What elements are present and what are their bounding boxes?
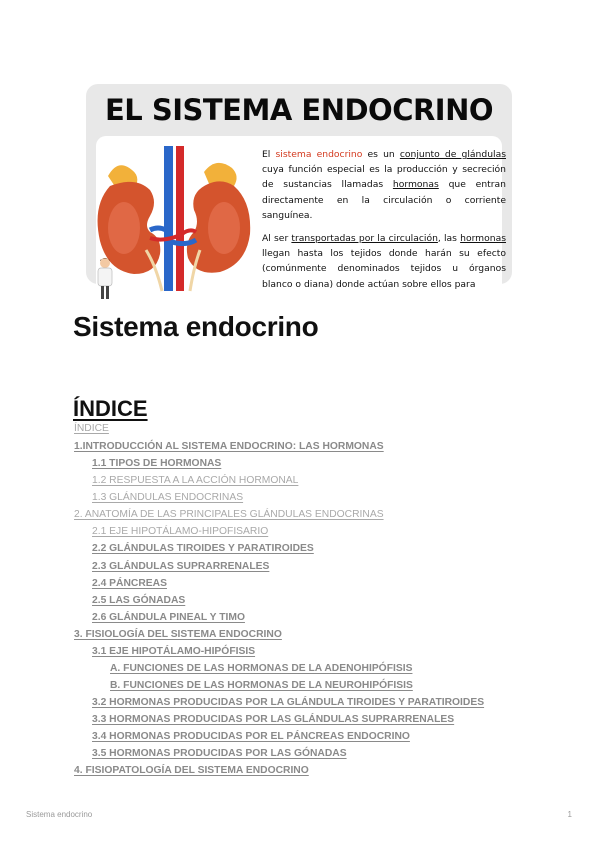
page-title: Sistema endocrino [73,311,319,342]
toc-link[interactable]: 2.4 PÁNCREAS [92,578,167,589]
text-span: que entran directamente en la circulación o corriente sanguínea. [262,179,506,221]
text-span: es un [362,149,400,160]
toc-link[interactable]: 3.1 EJE HIPOTÁLAMO-HIPÓFISIS [92,646,256,657]
underlined-term: conjunto de glándulas [399,149,506,160]
toc-link[interactable]: 3. FISIOLOGÍA DEL SISTEMA ENDOCRINO [74,629,282,640]
toc-link[interactable]: 1.1 TIPOS DE HORMONAS [92,458,222,469]
vena-cava [164,146,173,291]
banner-text [262,147,506,300]
toc-link[interactable]: 2.3 GLÁNDULAS SUPRARRENALES [92,561,270,572]
footer-title: Sistema endocrino [26,810,93,819]
toc-link[interactable]: ÍNDICE [74,423,109,434]
toc-link[interactable]: 2.6 GLÁNDULA PINEAL Y TIMO [92,612,245,623]
toc-link[interactable]: B. FUNCIONES DE LAS HORMONAS DE LA NEUROHIPÓFISIS [110,680,413,691]
text-span: cuya función especial es la producción y secreción de sustancias llamadas [262,164,506,191]
banner-paragraph-2 [262,231,506,292]
kidney-illustration [96,146,256,291]
doctor-icon [94,256,116,302]
toc-link[interactable]: 4. FISIOPATOLOGÍA DEL SISTEMA ENDOCRINO [74,765,309,776]
toc-link[interactable]: 1.2 RESPUESTA A LA ACCIÓN HORMONAL [92,475,299,486]
highlight-sistema-endocrino: sistema endocrino [275,149,363,160]
toc-link[interactable]: A. FUNCIONES DE LAS HORMONAS DE LA ADENOHIPÓFISIS [110,663,413,674]
underlined-term: hormonas [460,233,506,245]
toc-link[interactable]: 3.2 HORMONAS PRODUCIDAS POR LA GLÁNDULA TIROIDES Y PARATIROIDES [92,697,485,708]
underlined-term: transportadas por la circulación [291,233,438,245]
toc-link[interactable]: 2.1 EJE HIPOTÁLAMO-HIPOFISARIO [92,526,269,537]
text-span: El [262,149,276,160]
toc-link[interactable]: 2.2 GLÁNDULAS TIROIDES Y PARATIROIDES [92,543,314,554]
toc-link[interactable]: 2.5 LAS GÓNADAS [92,595,186,606]
text-span: llegan hasta los tejidos donde harán su efecto (comúnmente denominados tejidos u órganos blanco o diana) donde actúan sobre ellos para [262,248,506,290]
page-number: 1 [567,810,572,819]
banner-title: EL SISTEMA ENDOCRINO [90,88,508,132]
underlined-term: hormonas [392,179,439,191]
toc-link[interactable]: 1.INTRODUCCIÓN AL SISTEMA ENDOCRINO: LAS HORMONAS [74,441,384,452]
toc-link[interactable]: 3.4 HORMONAS PRODUCIDAS POR EL PÁNCREAS ENDOCRINO [92,731,410,742]
index-heading: ÍNDICE [73,396,148,421]
toc-link[interactable]: 3.5 HORMONAS PRODUCIDAS POR LAS GÓNADAS [92,748,347,759]
banner-image [86,84,512,290]
banner-paragraph-1 [262,147,506,223]
toc-link[interactable]: 2. ANATOMÍA DE LAS PRINCIPALES GLÁNDULAS ENDOCRINAS [74,509,384,520]
toc-link[interactable]: 1.3 GLÁNDULAS ENDOCRINAS [92,492,244,503]
toc-link[interactable]: 3.3 HORMONAS PRODUCIDAS POR LAS GLÁNDULAS SUPRARRENALES [92,714,455,725]
text-span: , las [437,233,461,245]
text-span: Al ser [262,233,292,245]
banner-body [96,136,506,290]
aorta [176,146,184,291]
